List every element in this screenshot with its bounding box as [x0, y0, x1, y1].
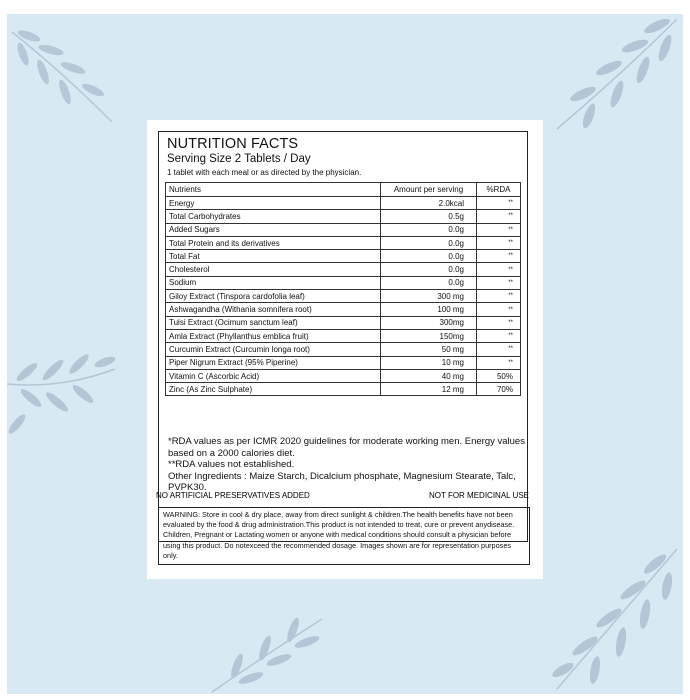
nutrient-name: Piper Nigrum Extract (95% Piperine): [166, 356, 381, 369]
nutrient-rda: **: [477, 223, 521, 236]
nutrient-rda: 50%: [477, 369, 521, 382]
table-row: [166, 276, 521, 289]
leaf-branch-icon: [537, 544, 683, 694]
nutrient-rda: **: [477, 316, 521, 329]
leaf-branch-icon: [7, 22, 117, 132]
nutrient-amount: 300 mg: [381, 290, 477, 303]
nutrient-amount: 50 mg: [381, 343, 477, 356]
nutrient-name: Curcumin Extract (Curcumin longa root): [166, 343, 381, 356]
nutrient-rda: **: [477, 343, 521, 356]
nutrient-amount: 0.0g: [381, 263, 477, 276]
nutrient-name: Amla Extract (Phyllanthus emblica fruit): [166, 329, 381, 342]
table-header-row: [166, 183, 521, 197]
nutrient-rda: **: [477, 210, 521, 223]
nutrient-rda: **: [477, 276, 521, 289]
rda-not-established-footnote: **RDA values not established.: [168, 459, 295, 471]
warning-box: WARNING: Store in cool & dry place, away from direct sunlight & children.The health benefits have not been evaluated by the food & drug administration.This product is not intended to treat, cure or prevent anydisease. Children, Pregnant or Lactating women or anyone with medical conditions should consult a physician before using this product. Do notexceed the recommended dosage. Images shown are for representation purposes only.: [158, 507, 530, 565]
nutrient-name: Added Sugars: [166, 223, 381, 236]
leaf-branch-icon: [547, 14, 683, 134]
nutrient-amount: 0.5g: [381, 210, 477, 223]
table-row: [166, 383, 521, 396]
nutrient-name: Sodium: [166, 276, 381, 289]
nutrient-amount: 40 mg: [381, 369, 477, 382]
nutrient-name: Total Fat: [166, 250, 381, 263]
nutrient-name: Total Protein and its derivatives: [166, 236, 381, 249]
nutrient-rda: **: [477, 250, 521, 263]
nutrient-amount: 150mg: [381, 329, 477, 342]
nutrient-rda: 70%: [477, 383, 521, 396]
nutrient-name: Vitamin C (Ascorbic Acid): [166, 369, 381, 382]
serving-size: Serving Size 2 Tablets / Day: [167, 153, 311, 165]
nutrient-name: Energy: [166, 197, 381, 210]
nutrient-name: Giloy Extract (Tinspora cardofolia leaf): [166, 290, 381, 303]
nutrient-rda: **: [477, 263, 521, 276]
table-row: [166, 303, 521, 316]
leaf-branch-icon: [7, 314, 117, 454]
nutrient-amount: 2.0kcal: [381, 197, 477, 210]
nutrient-rda: **: [477, 356, 521, 369]
nutrient-name: Total Carbohydrates: [166, 210, 381, 223]
nutrient-name: Ashwagandha (Withania somnifera root): [166, 303, 381, 316]
table-row: [166, 223, 521, 236]
header-rda: %RDA: [477, 183, 521, 197]
table-row: [166, 343, 521, 356]
nutrient-name: Cholesterol: [166, 263, 381, 276]
nutrient-rda: **: [477, 290, 521, 303]
nutrition-facts-box: [158, 131, 528, 542]
header-amount: Amount per serving: [381, 183, 477, 197]
nutrient-amount: 12 mg: [381, 383, 477, 396]
nutrition-label-panel: [147, 120, 543, 579]
nutrient-rda: **: [477, 197, 521, 210]
table-row: [166, 210, 521, 223]
no-preservatives-claim: NO ARTIFICIAL PRESERVATIVES ADDED: [156, 491, 310, 500]
table-row: [166, 329, 521, 342]
other-ingredients: Other Ingredients : Maize Starch, Dicalcium phosphate, Magnesium Stearate, Talc, PVPK30.: [168, 470, 516, 494]
nutrient-amount: 0.0g: [381, 276, 477, 289]
nutrient-rda: **: [477, 303, 521, 316]
nutrient-amount: 10 mg: [381, 356, 477, 369]
nutrient-amount: 100 mg: [381, 303, 477, 316]
claims-row: [156, 491, 529, 500]
nutrition-table: [165, 182, 521, 396]
nutrient-amount: 300mg: [381, 316, 477, 329]
table-row: [166, 250, 521, 263]
table-row: [166, 236, 521, 249]
nutrient-amount: 0.0g: [381, 236, 477, 249]
nutrient-amount: 0.0g: [381, 223, 477, 236]
rda-footnote: *RDA values as per ICMR 2020 guidelines for moderate working men. Energy values based on a 2000 calories diet.: [168, 436, 525, 459]
leaf-branch-icon: [207, 614, 327, 694]
header-nutrients: Nutrients: [166, 183, 381, 197]
table-row: [166, 263, 521, 276]
table-row: [166, 197, 521, 210]
nutrient-rda: **: [477, 329, 521, 342]
nutrient-amount: 0.0g: [381, 250, 477, 263]
label-title: NUTRITION FACTS: [167, 136, 299, 152]
nutrient-rda: **: [477, 236, 521, 249]
nutrient-name: Zinc (As Zinc Sulphate): [166, 383, 381, 396]
serving-note: 1 tablet with each meal or as directed by the physician.: [167, 168, 362, 177]
table-row: [166, 356, 521, 369]
nutrient-name: Tulsi Extract (Ocimum sanctum leaf): [166, 316, 381, 329]
table-row: [166, 369, 521, 382]
table-row: [166, 316, 521, 329]
table-row: [166, 290, 521, 303]
not-medicinal-claim: NOT FOR MEDICINAL USE: [428, 491, 529, 500]
footnotes: [168, 436, 528, 494]
